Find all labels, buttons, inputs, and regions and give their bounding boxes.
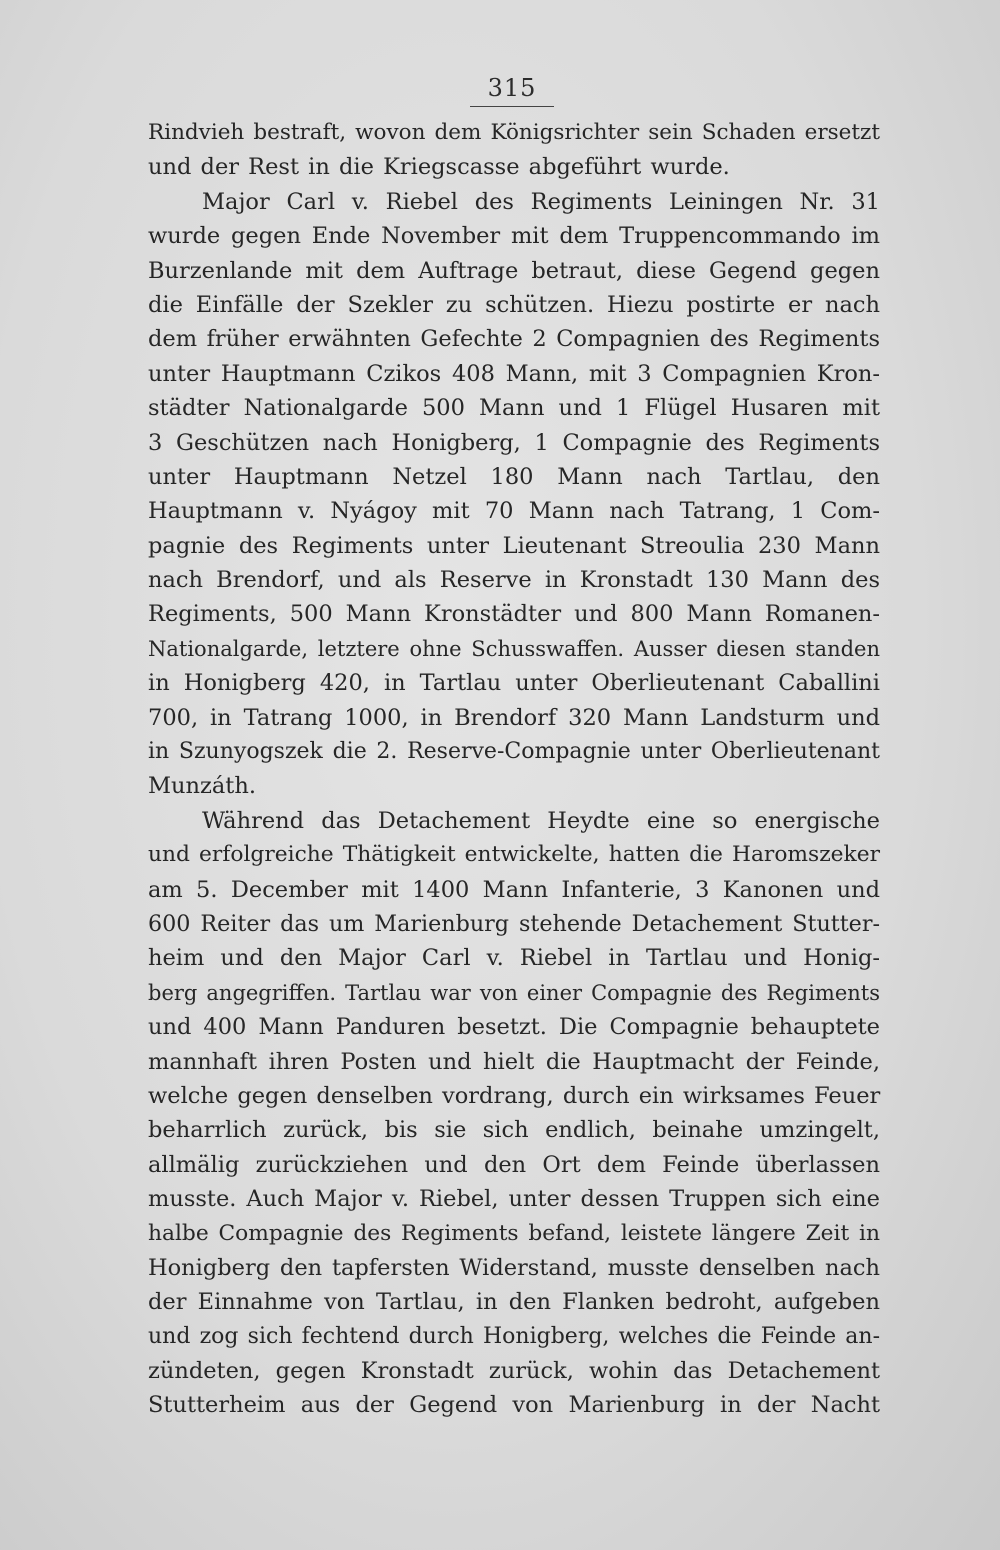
text-line: Nationalgarde, letztere ohne Schusswaffen. Ausser diesen standen <box>148 636 880 661</box>
text-line: halbe Compagnie des Regiments befand, leistete längere Zeit in <box>148 1220 880 1246</box>
text-line: und 400 Mann Panduren besetzt. Die Compagnie behauptete <box>148 1014 880 1041</box>
text-line: wurde gegen Ende November mit dem Truppencommando im <box>148 223 880 250</box>
text-line: Rindvieh bestraft, wovon dem Königsrichter sein Schaden ersetzt <box>148 120 880 145</box>
text-line: Munzáth. <box>148 773 256 800</box>
text-line: musste. Auch Major v. Riebel, unter dessen Truppen sich eine <box>148 1186 880 1213</box>
text-line: unter Hauptmann Czikos 408 Mann, mit 3 Compagnien Kron- <box>148 360 880 387</box>
body-text <box>148 116 880 1423</box>
text-line: städter Nationalgarde 500 Mann und 1 Flügel Husaren mit <box>148 395 880 422</box>
text-line: heim und den Major Carl v. Riebel in Tartlau und Honig- <box>148 945 880 972</box>
text-line: unter Hauptmann Netzel 180 Mann nach Tartlau, den <box>148 463 880 490</box>
text-line: und erfolgreiche Thätigkeit entwickelte, hatten die Haromszeker <box>148 842 880 868</box>
text-line: und zog sich fechtend durch Honigberg, welches die Feinde an- <box>148 1323 880 1349</box>
text-line: allmälig zurückziehen und den Ort dem Feinde überlassen <box>148 1151 880 1178</box>
text-line: die Einfälle der Szekler zu schützen. Hiezu postirte er nach <box>148 291 880 318</box>
text-line: der Einnahme von Tartlau, in den Flanken bedroht, aufgeben <box>148 1289 880 1316</box>
text-line: pagnie des Regiments unter Lieutenant Streoulia 230 Mann <box>148 532 880 559</box>
text-line: Während das Detachement Heydte eine so energische <box>202 807 880 834</box>
text-line: Regiments, 500 Mann Kronstädter und 800 Mann Romanen- <box>148 601 880 628</box>
text-line: nach Brendorf, und als Reserve in Kronstadt 130 Mann des <box>148 567 880 594</box>
text-line: zündeten, gegen Kronstadt zurück, wohin das Detachement <box>148 1358 880 1385</box>
page-number: 315 <box>487 74 537 102</box>
text-line: berg angegriffen. Tartlau war von einer Compagnie des Regiments <box>148 980 880 1005</box>
text-line: in Szunyogszek die 2. Reserve-Compagnie unter Oberlieutenant <box>148 739 880 765</box>
text-line: Stutterheim aus der Gegend von Marienburg in der Nacht <box>148 1392 880 1419</box>
text-line: und der Rest in die Kriegscasse abgeführt wurde. <box>148 154 730 181</box>
text-line: Hauptmann v. Nyágoy mit 70 Mann nach Tatrang, 1 Com- <box>148 498 880 525</box>
text-line: Honigberg den tapfersten Widerstand, musste denselben nach <box>148 1254 880 1281</box>
text-line: 3 Geschützen nach Honigberg, 1 Compagnie des Regiments <box>148 429 880 456</box>
text-line: welche gegen denselben vordrang, durch ein wirksames Feuer <box>148 1082 881 1109</box>
text-line: am 5. December mit 1400 Mann Infanterie, 3 Kanonen und <box>148 876 880 903</box>
text-line: 700, in Tatrang 1000, in Brendorf 320 Mann Landsturm und <box>148 704 880 731</box>
text-line: Burzenlande mit dem Auftrage betraut, diese Gegend gegen <box>148 257 880 284</box>
text-line: in Honigberg 420, in Tartlau unter Oberlieutenant Caballini <box>148 670 880 697</box>
text-line: Major Carl v. Riebel des Regiments Leiningen Nr. 31 <box>202 188 880 215</box>
text-line: beharrlich zurück, bis sie sich endlich, beinahe umzingelt, <box>148 1117 880 1144</box>
page-number-rule <box>470 106 554 107</box>
text-line: mannhaft ihren Posten und hielt die Hauptmacht der Feinde, <box>148 1048 880 1075</box>
text-line: dem früher erwähnten Gefechte 2 Compagnien des Regiments <box>148 326 880 353</box>
text-line: 600 Reiter das um Marienburg stehende Detachement Stutter- <box>148 910 880 937</box>
